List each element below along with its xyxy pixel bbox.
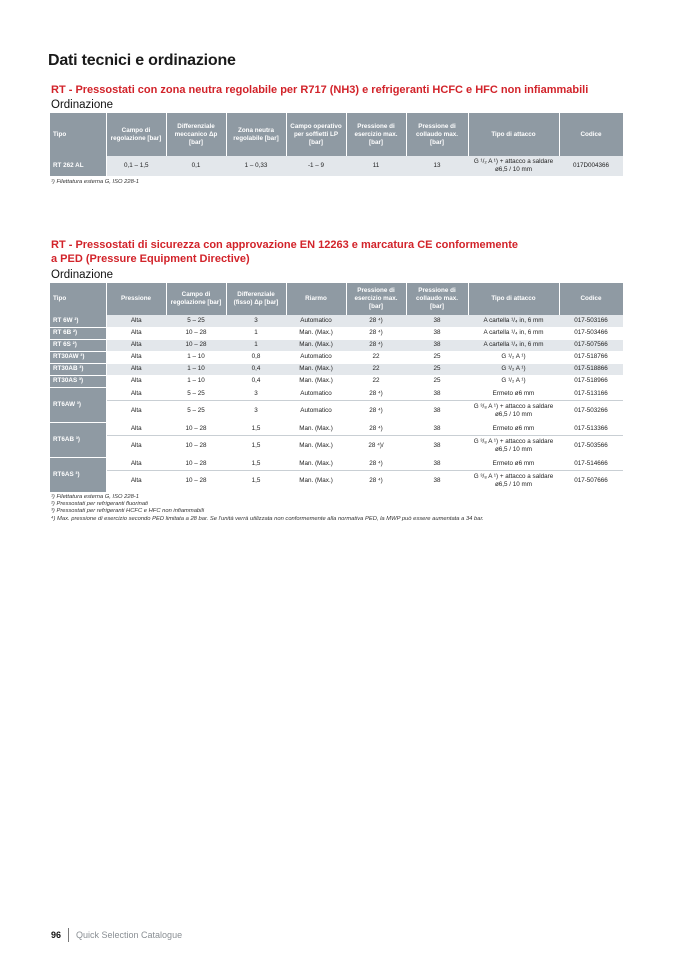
cell-type: RT 262 AL — [50, 156, 106, 176]
table-cell: 38 — [406, 339, 468, 351]
table-cell: Alta — [106, 315, 166, 327]
table-cell: Man. (Max.) — [286, 457, 346, 470]
section2-header-row — [50, 283, 623, 315]
table-cell: 0,1 – 1,5 — [106, 156, 166, 176]
table-cell: 38 — [406, 422, 468, 435]
table-cell: 017-503266 — [559, 400, 623, 422]
table-row — [50, 339, 623, 351]
table-cell: 017D004366 — [559, 156, 623, 176]
table-cell: 28 ⁴) — [346, 387, 406, 400]
table-cell: Alta — [106, 351, 166, 363]
footnote: ¹) Filettatura esterna G, ISO 228-1 — [51, 179, 139, 185]
table-cell: G ¹/₂ A ¹) — [468, 363, 559, 375]
table-cell: 017-513366 — [559, 422, 623, 435]
section1-footnotes — [51, 179, 139, 186]
table-cell: Man. (Max.) — [286, 375, 346, 387]
table-cell: Man. (Max.) — [286, 327, 346, 339]
table-cell: 38 — [406, 387, 468, 400]
table-cell: 1,5 — [226, 435, 286, 457]
footnote: ⁴) Max. pressione di esercizio secondo PED limitata a 28 bar. Se l'unità verrà utilizzata non conformemente alla normativa PED, la MWP può essere aumentata a 34 bar. — [51, 515, 484, 522]
col-header: Pressione — [106, 283, 166, 315]
table-cell: Alta — [106, 435, 166, 457]
table-cell: 5 – 25 — [166, 315, 226, 327]
cell-type: RT6AB ³) — [50, 422, 106, 457]
table-cell: G ³/₈ A ¹) + attacco a saldare ø6,5 / 10 mm — [468, 400, 559, 422]
page-number: 96 — [51, 930, 62, 940]
table-cell: Alta — [106, 363, 166, 375]
table-cell: 1 — [226, 327, 286, 339]
table-cell: 3 — [226, 315, 286, 327]
page-title: Dati tecnici e ordinazione — [48, 52, 236, 69]
table-cell: 1 – 10 — [166, 363, 226, 375]
table-cell: A cartella ¹/₄ in, 6 mm — [468, 339, 559, 351]
table-cell: 28 ⁴)/ — [346, 435, 406, 457]
table-row — [50, 422, 623, 435]
col-header: Tipo — [50, 113, 106, 156]
col-header: Pressione di collaudo max. [bar] — [406, 113, 468, 156]
table-cell: Alta — [106, 339, 166, 351]
table-cell: 28 ⁴) — [346, 315, 406, 327]
table-cell: 28 ⁴) — [346, 457, 406, 470]
table-cell: -1 – 9 — [286, 156, 346, 176]
table-row — [50, 457, 623, 470]
section2-title-line2: a PED (Pressure Equipment Directive) — [51, 253, 250, 265]
page-footer — [51, 928, 182, 942]
table-row — [50, 375, 623, 387]
footer-divider — [68, 928, 69, 942]
table-cell: 38 — [406, 470, 468, 492]
table-row — [50, 351, 623, 363]
table-cell: 22 — [346, 363, 406, 375]
table-cell: 017-518866 — [559, 363, 623, 375]
table-cell: G ¹/₂ A ¹) — [468, 351, 559, 363]
col-header: Tipo di attacco — [468, 113, 559, 156]
table-cell: A cartella ¹/₄ in, 6 mm — [468, 327, 559, 339]
table-cell: 11 — [346, 156, 406, 176]
table-cell: Ermeto ø6 mm — [468, 422, 559, 435]
table-cell: Automatico — [286, 315, 346, 327]
table-cell: 28 ⁴) — [346, 339, 406, 351]
col-header: Pressione di esercizio max. [bar] — [346, 283, 406, 315]
cell-type: RT 6W ²) — [50, 315, 106, 327]
table-cell: Ermeto ø6 mm — [468, 387, 559, 400]
table-cell: Man. (Max.) — [286, 470, 346, 492]
section2-table — [50, 283, 624, 493]
col-header: Tipo — [50, 283, 106, 315]
cell-type: RT30AS ³) — [50, 375, 106, 387]
section1-title: RT - Pressostati con zona neutra regolabile per R717 (NH3) e refrigeranti HCFC e HFC non infiammabili — [51, 84, 589, 96]
footer-label: Quick Selection Catalogue — [76, 930, 183, 940]
table-cell: 10 – 28 — [166, 457, 226, 470]
table-cell: G ¹/₂ A ¹) — [468, 375, 559, 387]
table-cell: 1 – 0,33 — [226, 156, 286, 176]
table-cell: Man. (Max.) — [286, 422, 346, 435]
table-cell: 10 – 28 — [166, 327, 226, 339]
col-header: Differenziale (fisso) Δp [bar] — [226, 283, 286, 315]
table-cell: 10 – 28 — [166, 339, 226, 351]
table-cell: 017-507666 — [559, 470, 623, 492]
table-row — [50, 315, 623, 327]
table-cell: 10 – 28 — [166, 470, 226, 492]
table-row — [50, 363, 623, 375]
table-cell: 017-514666 — [559, 457, 623, 470]
table-cell: 13 — [406, 156, 468, 176]
table-cell: Man. (Max.) — [286, 339, 346, 351]
col-header: Campo di regolazione [bar] — [166, 283, 226, 315]
table-cell: 25 — [406, 375, 468, 387]
section2-footnotes — [51, 494, 484, 523]
table-cell: 5 – 25 — [166, 387, 226, 400]
cell-type: RT6AS ³) — [50, 457, 106, 492]
table-cell: 017-518766 — [559, 351, 623, 363]
col-header: Codice — [559, 113, 623, 156]
table-cell: 38 — [406, 315, 468, 327]
table-cell: 017-503466 — [559, 327, 623, 339]
table-cell: Man. (Max.) — [286, 363, 346, 375]
table-row — [50, 327, 623, 339]
table-cell: Alta — [106, 375, 166, 387]
cell-type: RT 6S ²) — [50, 339, 106, 351]
cell-type: RT30AW ³) — [50, 351, 106, 363]
col-header: Campo operativo per soffietti LP [bar] — [286, 113, 346, 156]
table-row — [50, 387, 623, 400]
table-cell: Alta — [106, 387, 166, 400]
table-cell: G ³/₈ A ¹) + attacco a saldare ø6,5 / 10 mm — [468, 435, 559, 457]
section2-title — [51, 238, 518, 266]
table-cell: 38 — [406, 400, 468, 422]
col-header: Pressione di collaudo max. [bar] — [406, 283, 468, 315]
table-cell: 1,5 — [226, 470, 286, 492]
table-cell: 1 – 10 — [166, 351, 226, 363]
cell-type: RT30AB ³) — [50, 363, 106, 375]
table-cell: 28 ⁴) — [346, 327, 406, 339]
section2-subtitle: Ordinazione — [51, 269, 114, 281]
table-cell: 017-503566 — [559, 435, 623, 457]
table-cell: 1 — [226, 339, 286, 351]
table-cell: 017-503166 — [559, 315, 623, 327]
table-cell: Man. (Max.) — [286, 435, 346, 457]
table-cell: G ³/₈ A ¹) + attacco a saldare ø6,5 / 10 mm — [468, 470, 559, 492]
table-cell: 28 ⁴) — [346, 400, 406, 422]
table-cell: 10 – 28 — [166, 435, 226, 457]
table-cell: A cartella ¹/₄ in, 6 mm — [468, 315, 559, 327]
section1-header-row — [50, 113, 623, 156]
table-row — [50, 435, 623, 457]
section2-title-line1: RT - Pressostati di sicurezza con approvazione EN 12263 e marcatura CE conformemente — [51, 239, 519, 251]
table-cell: Alta — [106, 457, 166, 470]
table-cell: 0,4 — [226, 363, 286, 375]
table-cell: Alta — [106, 470, 166, 492]
cell-type: RT6AW ³) — [50, 387, 106, 422]
table-cell: 0,8 — [226, 351, 286, 363]
table-row — [50, 470, 623, 492]
table-cell: 28 ⁴) — [346, 422, 406, 435]
table-cell: 22 — [346, 351, 406, 363]
table-cell: 1 – 10 — [166, 375, 226, 387]
col-header: Campo di regolazione [bar] — [106, 113, 166, 156]
table-cell: G ¹/₂ A ¹) + attacco a saldare ø6,5 / 10 mm — [468, 156, 559, 176]
table-cell: 0,4 — [226, 375, 286, 387]
table-cell: 5 – 25 — [166, 400, 226, 422]
table-cell: 1,5 — [226, 422, 286, 435]
col-header: Pressione di esercizio max. [bar] — [346, 113, 406, 156]
col-header: Riarmo — [286, 283, 346, 315]
col-header: Zona neutra regolabile [bar] — [226, 113, 286, 156]
table-cell: 38 — [406, 435, 468, 457]
table-cell: Automatico — [286, 351, 346, 363]
table-cell: 38 — [406, 327, 468, 339]
table-cell: 22 — [346, 375, 406, 387]
table-cell: Alta — [106, 327, 166, 339]
table-cell: Automatico — [286, 400, 346, 422]
table-cell: Automatico — [286, 387, 346, 400]
col-header: Codice — [559, 283, 623, 315]
table-cell: 25 — [406, 351, 468, 363]
table-row — [50, 400, 623, 422]
table-cell: 25 — [406, 363, 468, 375]
section1-table — [50, 113, 624, 177]
col-header: Differenziale meccanico Δp [bar] — [166, 113, 226, 156]
table-cell: 0,1 — [166, 156, 226, 176]
col-header: Tipo di attacco — [468, 283, 559, 315]
section1-subtitle: Ordinazione — [51, 99, 114, 111]
footnote: ¹) Filettatura esterna G, ISO 228-1 — [51, 494, 139, 500]
table-cell: 017-507566 — [559, 339, 623, 351]
table-cell: 38 — [406, 457, 468, 470]
table-cell: 10 – 28 — [166, 422, 226, 435]
table-cell: Alta — [106, 422, 166, 435]
footnote: ²) Pressostati per refrigeranti fluorinati — [51, 501, 148, 508]
table-cell: 3 — [226, 400, 286, 422]
table-cell: 3 — [226, 387, 286, 400]
table-cell: Ermeto ø6 mm — [468, 457, 559, 470]
table-cell: 28 ⁴) — [346, 470, 406, 492]
table-row — [50, 156, 623, 176]
table-cell: Alta — [106, 400, 166, 422]
table-cell: 017-518966 — [559, 375, 623, 387]
cell-type: RT 6B ²) — [50, 327, 106, 339]
table-cell: 1,5 — [226, 457, 286, 470]
footnote: ³) Pressostati per refrigeranti HCFC e HFC non infiammabili — [51, 508, 205, 515]
table-cell: 017-513166 — [559, 387, 623, 400]
